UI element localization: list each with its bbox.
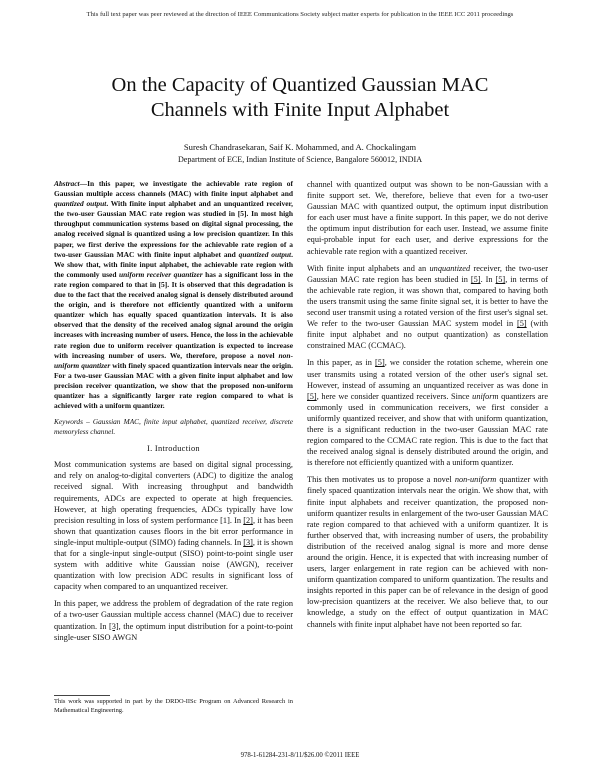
- citation-link[interactable]: [5]: [375, 358, 385, 368]
- abstract-text: —In this paper, we investigate the achievable rate region of Gaussian multiple access channels (MAC) with finite input alphabet and: [54, 179, 293, 199]
- body-paragraph-3: [307, 357, 548, 468]
- citation-link[interactable]: [3]: [243, 537, 253, 547]
- citation-link[interactable]: [5]: [516, 319, 527, 329]
- paragraph-text: , we consider the rotation scheme, wherein one user transmits using a rotated version of the other user's signal set. However, instead of assuming an unquantized receiver as was done in: [307, 358, 548, 390]
- paragraph-text: (with finite input alphabet and no output quantization) as constellation constrained MAC (CCMAC).: [307, 319, 548, 351]
- keywords: [54, 417, 293, 437]
- abstract-text: . With finite input alphabet and an unquantized receiver, the two-user Gaussian MAC rate region was studied in [5]. In most high throughput communication systems based on digital signal processing, the analog received signal is quantized using a low precision quantizer. In this paper, we first derive the expressions for the achievable rate region of a two-user Gaussian MAC with finite input alphabet and: [54, 199, 293, 259]
- paragraph-text: , it is shown that for a single-input single-output (SISO) point-to-point single user system with additive white Gaussian noise (AWGN), receiver quantization with low precision ADC results in significant loss of capacity when compared to an unquantized receiver.: [54, 537, 294, 592]
- section-heading-introduction: I. Introduction: [147, 444, 200, 454]
- footnote-divider: [54, 695, 110, 696]
- abstract-emphasis: uniform receiver quantizer: [119, 269, 203, 279]
- citation-link[interactable]: [5]: [470, 274, 481, 284]
- paragraph-text: , in terms of the achievable rate region, it was shown that, compared to having both the users transmit using the same finite signal set, it is better to have the second user transmit using a rotated version of the first user's signal set. We refer to the two-user Gaussian MAC system model in: [307, 274, 548, 329]
- paragraph-text: , it has been shown that quantization causes floors in the bit error performance in single-input multiple-output (SIMO) fading channels. In: [54, 515, 293, 547]
- abstract-label: Abstract: [54, 179, 80, 188]
- intro-paragraph-2: [54, 598, 293, 642]
- paragraph-text: quantizer with finely spaced quantization intervals near the origin. We show that, with finite input alphabets and receiver quantization, the proposed non-uniform quantizer results in enlargement of the two-user Gaussian MAC rate region compared to that achieved with a uniform quantizer. It is further observed that, with increasing number of users, the probability distribution of the received analog signal is more and more dense around the origin. Hence, it is expected that with increasing number of users, larger enlargement in rate region can be achieved with non-uniform quantization compared to uniform quantization. The results and insights reported in this paper can be of relevance in the design of good low-precision quantizers at the receiver. We also believe that, to our knowledge, a study on the effect of output quantization in MAC channels with finite input alphabet have not been reported so far.: [307, 475, 549, 629]
- citation-link[interactable]: [2]: [243, 515, 253, 525]
- intro-paragraph-1: [54, 459, 293, 592]
- paper-title: [40, 73, 560, 123]
- paragraph-text: , the optimum input distribution for a point-to-point single-user SISO AWGN: [54, 621, 293, 642]
- body-paragraph-4: [307, 474, 548, 629]
- running-header: This full text paper was peer reviewed at the direction of IEEE Communications Society subject matter experts for publication in the IEEE ICC 2011 proceedings: [86, 11, 514, 18]
- abstract-text: with finely spaced quantization intervals near the origin. For a two-user Gaussian MAC with a given finite input alphabet and low precision receiver quantization, we show that the proposed non-uniform quantizer has a significantly larger rate region compared to what is achieved with a uniform quantizer.: [54, 360, 293, 411]
- title-line-2: Channels with Finite Input Alphabet: [150, 99, 450, 121]
- abstract: [54, 179, 293, 411]
- paragraph-text: . In: [480, 274, 496, 284]
- keywords-label: Keywords: [54, 417, 83, 427]
- keywords-text: – Gaussian MAC, finite input alphabet, quantized receiver, discrete memoryless channel.: [54, 417, 293, 437]
- paragraph-text: quantizers are commonly used in communication receivers, we first consider a uniformly quantized receiver, and show that with uniform quantization, there is a significant reduction in the two-user Gaussian MAC rate region compared to the CCMAC rate region. This is due to the fact that the received analog signal is densely distributed around the origin, and is therefore not efficiently quantized with a uniform quantizer.: [307, 391, 549, 468]
- affiliation: Department of ECE, Indian Institute of Science, Bangalore 560012, INDIA: [177, 155, 423, 164]
- author-list: Suresh Chandrasekaran, Saif K. Mohammed, and A. Chockalingam: [183, 142, 417, 152]
- right-column: [307, 179, 548, 636]
- copyright-footer: 978-1-61284-231-8/11/$26.00 ©2011 IEEE: [240, 752, 360, 759]
- left-column: [54, 179, 293, 649]
- body-paragraph-2: [307, 263, 548, 352]
- abstract-emphasis: non-uniform quantizer: [54, 350, 293, 370]
- paragraph-text: Most communication systems are based on digital signal processing, and rely on analog-to-digital converters (ADC) to digitize the analog received signal. With increasing throughput and bandwidth requirements, ADCs are expected to operate at high frequencies. However, at high operating frequencies, ADCs typically have low precision resulting in loss of system performance [1]. In: [54, 460, 293, 525]
- body-paragraph-1: channel with quantized output was shown to be non-Gaussian with a finite support set. We, therefore, believe that even for a two-user Gaussian MAC with quantized output, the optimum input distribution for each user must have a finite support. In this paper, we do not derive the optimum input distribution for each user. Instead, we assume finite equi-probable input for each user, and derive expressions for the achievable rate region with a quantized receiver.: [307, 180, 548, 256]
- paragraph-text: receiver, the two-user Gaussian MAC rate region has been studied in: [307, 263, 548, 284]
- abstract-text: . We show that, with finite input alphabet, the achievable rate region with the commonly used: [54, 249, 293, 279]
- citation-link[interactable]: [5]: [495, 274, 506, 284]
- paragraph-emphasis: uniform: [472, 391, 499, 401]
- paragraph-text: With finite input alphabets and an: [307, 263, 430, 273]
- citation-link[interactable]: [3]: [108, 621, 119, 631]
- paragraph-text: In this paper, we address the problem of degradation of the rate region of a two-user Gaussian multiple access channel (MAC) due to receiver quantization. In: [54, 599, 293, 631]
- paragraph-text: , here we consider quantized receivers. Since: [316, 391, 473, 401]
- paragraph-emphasis: unquantized: [429, 263, 471, 273]
- citation-link[interactable]: [5]: [307, 391, 317, 401]
- paragraph-text: In this paper, as in: [307, 358, 376, 368]
- title-line-1: On the Capacity of Quantized Gaussian MAC: [111, 74, 489, 96]
- abstract-text: has a significant loss in the rate region compared to that in [5]. It is observed that this degradation is due to the fact that the received analog signal is densely distributed around the origin, and is therefore not efficiently quantized with a uniform quantizer which has equally spaced quantization intervals. It is also observed that the density of the received analog signal around the origin increases with increasing number of users. Hence, the loss in the achievable rate region due to uniform receiver quantization is expected to increase with increasing number of users. We, therefore, propose a novel: [54, 269, 294, 360]
- abstract-emphasis: quantized output: [54, 199, 107, 209]
- paragraph-text: This then motivates us to propose a novel: [307, 475, 455, 485]
- footnote: This work was supported in part by the DRDO-IISc Program on Advanced Research in Mathematical Engineering.: [54, 698, 293, 714]
- abstract-emphasis: quantized output: [238, 249, 292, 259]
- paragraph-emphasis: non-uniform: [454, 475, 497, 485]
